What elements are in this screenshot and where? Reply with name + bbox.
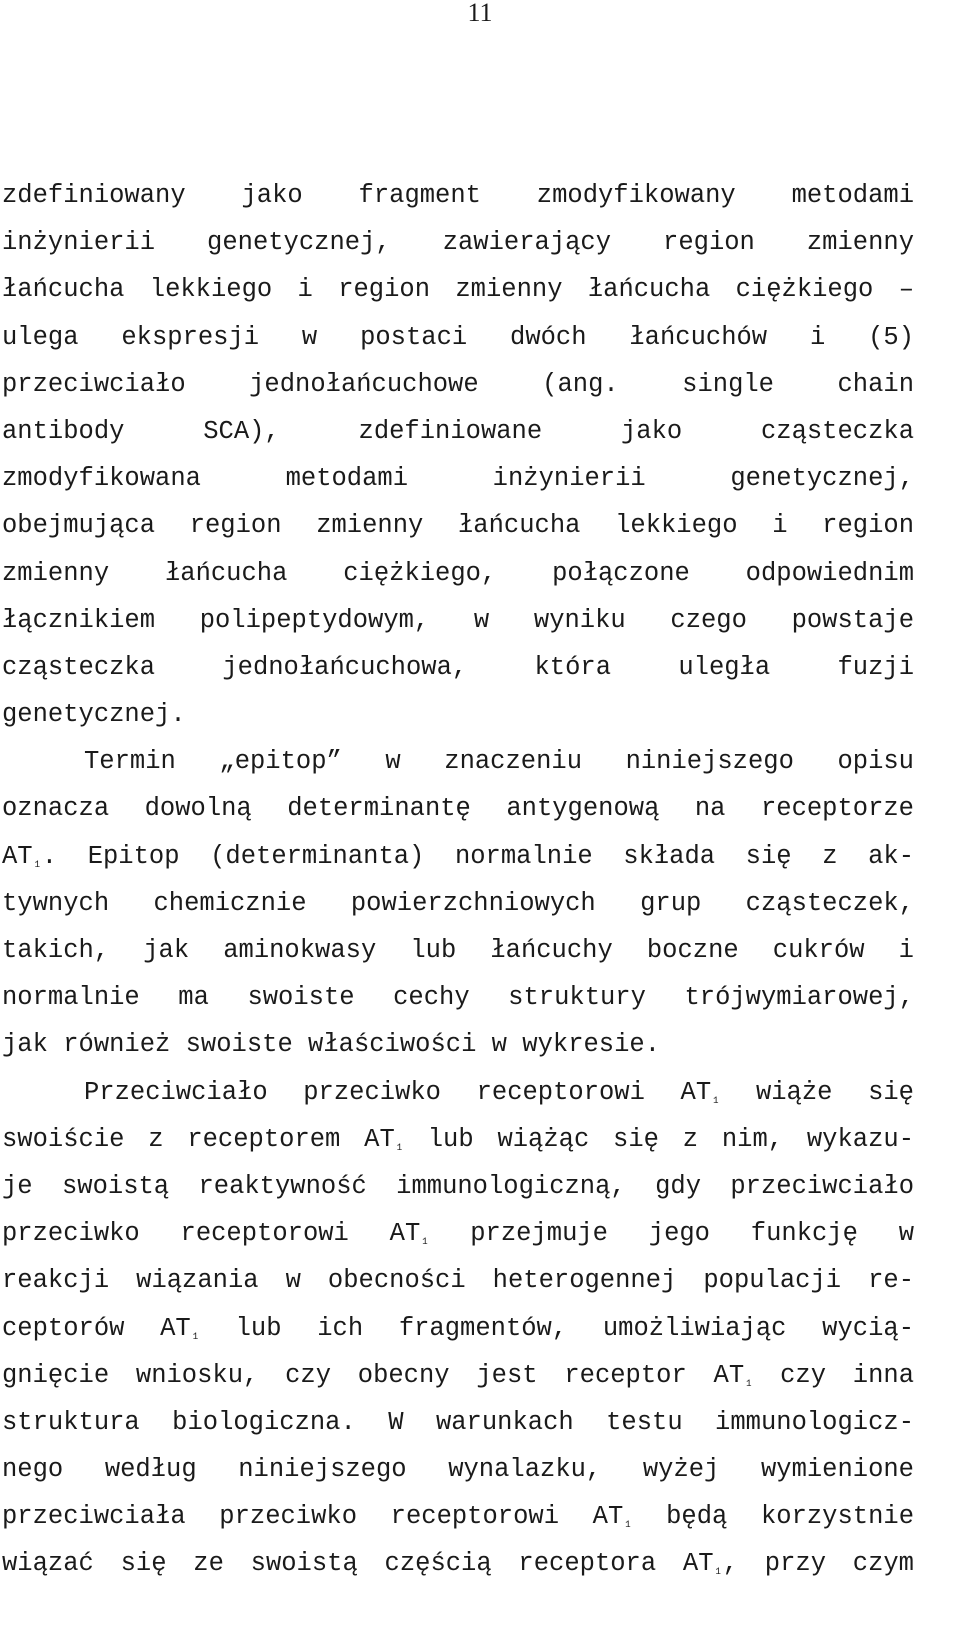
paragraph-epitope xyxy=(2,738,914,1068)
text-line: nego według niniejszego wynalazku, wyżej wymienione xyxy=(2,1455,914,1485)
text-line: zdefiniowany jako fragment zmodyfikowany metodami xyxy=(2,181,914,210)
paragraph-antibody-binding xyxy=(2,1069,914,1588)
text-line: takich, jak aminokwasy lub łańcuchy boczne cukrów i xyxy=(2,936,914,965)
text-line: obejmująca region zmienny łańcucha lekkiego i region xyxy=(2,511,914,541)
subscript-one: ₁ xyxy=(711,1087,721,1106)
text-line: struktura biologiczna. W warunkach testu immunologicz- xyxy=(2,1407,914,1437)
text-line: gnięcie wniosku, czy obecny jest receptor $AT_{_1}$ czy inna xyxy=(2,1360,914,1390)
text-line: zmodyfikowana metodami inżynierii genetycznej, xyxy=(2,464,914,494)
paragraph-definitions xyxy=(2,172,914,738)
text-line: ceptorów $AT_{_1}$ lub ich fragmentów, umożliwiając wycią- xyxy=(2,1313,915,1343)
text-line: przeciwciała przeciwko receptorowi $AT_{_1}$ będą korzystnie xyxy=(2,1502,914,1532)
subscript-one: ₁ xyxy=(32,851,42,870)
text-line: reakcji wiązania w obecności heterogennej populacji re- xyxy=(2,1266,914,1296)
subscript-one: ₁ xyxy=(394,1135,404,1154)
subscript-one: ₁ xyxy=(744,1370,754,1389)
subscript-one: ₁ xyxy=(190,1323,200,1342)
text-line: zmienny łańcucha ciężkiego, połączone odpowiednim xyxy=(2,558,914,588)
text-line: cząsteczka jednołańcuchowa, która uległa fuzji xyxy=(2,652,914,682)
text-line: Termin „epitop” w znaczeniu niniejszego opisu xyxy=(84,747,914,777)
text-line: łącznikiem polipeptydowym, w wyniku czego powstaje xyxy=(2,605,914,635)
text-line: wiązać się ze swoistą częścią receptora $AT_{_1}$, przy czym xyxy=(2,1549,914,1579)
subscript-one: ₁ xyxy=(623,1512,633,1531)
text-line: $AT_{_1}$. Epitop (determinanta) normalnie składa się z ak- xyxy=(2,841,914,871)
text-line: antibody SCA), zdefiniowane jako cząsteczka xyxy=(2,416,914,446)
text-line: przeciwko receptorowi $AT_{_1}$ przejmuje jego funkcję w xyxy=(2,1219,915,1249)
text-line: Przeciwciało przeciwko receptorowi $AT_{_1}$ wiąże się xyxy=(84,1077,914,1107)
text-line: swoiście z receptorem $AT_{_1}$ lub wiążąc się z nim, wykazu- xyxy=(2,1124,914,1154)
document-body xyxy=(2,172,914,1588)
subscript-one: ₁ xyxy=(713,1559,723,1578)
text-line: łańcucha lekkiego i region zmienny łańcucha ciężkiego – xyxy=(2,275,914,305)
text-line: tywnych chemicznie powierzchniowych grup cząsteczek, xyxy=(2,888,914,918)
subscript-one: ₁ xyxy=(420,1229,430,1248)
text-line: inżynierii genetycznej, zawierający region zmienny xyxy=(2,228,914,258)
text-line: ulega ekspresji w postaci dwóch łańcuchów i (5) xyxy=(2,322,914,352)
text-line: je swoistą reaktywność immunologiczną, gdy przeciwciało xyxy=(2,1171,914,1201)
text-line: oznacza dowolną determinantę antygenową na receptorze xyxy=(2,794,914,824)
text-line: przeciwciało jednołańcuchowe (ang. single chain xyxy=(2,369,914,399)
text-line: genetycznej. xyxy=(2,700,186,730)
text-line: normalnie ma swoiste cechy struktury trójwymiarowej, xyxy=(2,983,914,1013)
text-line: jak również swoiste właściwości w wykresie. xyxy=(2,1030,661,1060)
page-number: 11 xyxy=(467,0,493,27)
